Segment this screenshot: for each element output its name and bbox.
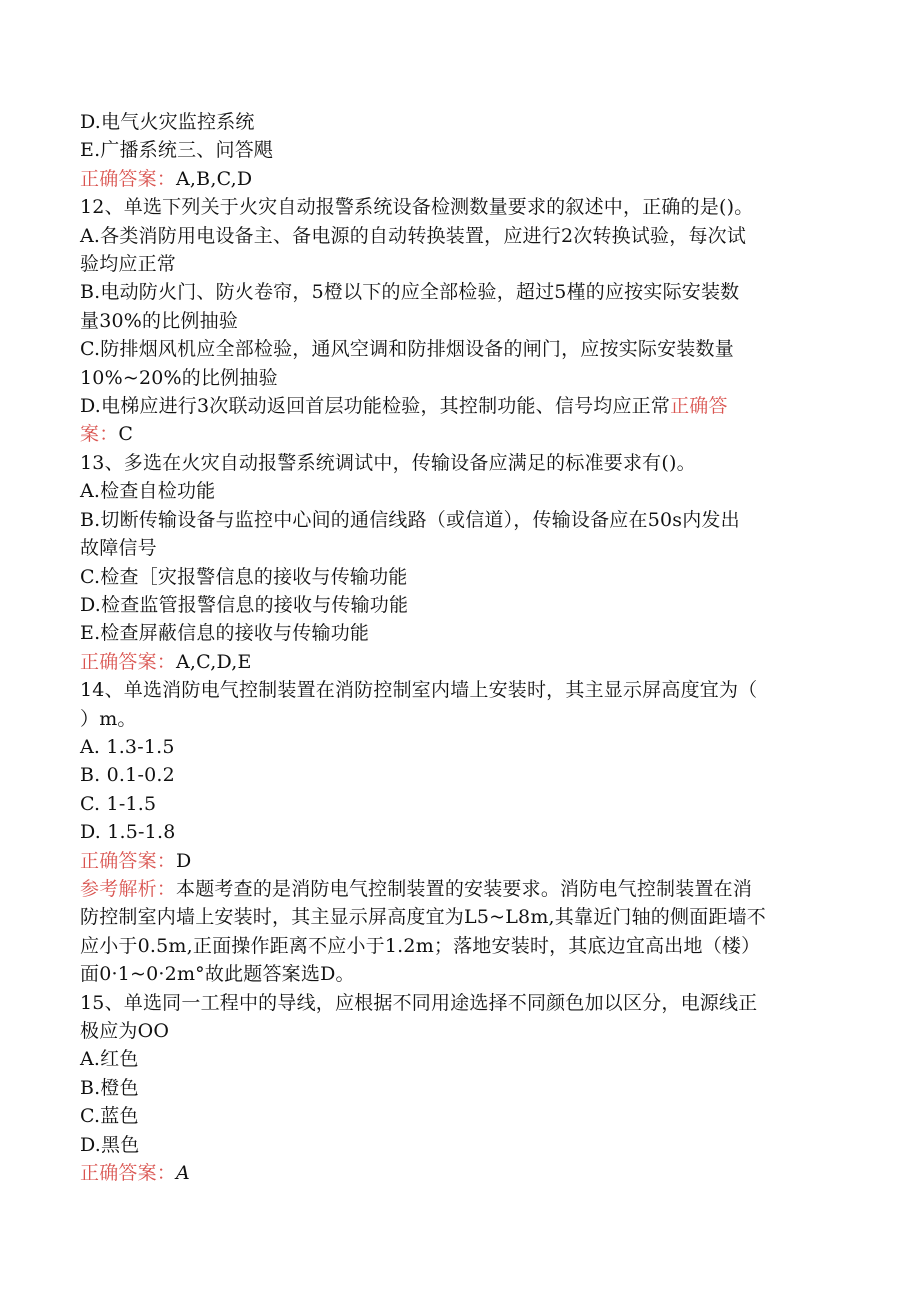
q12-option-b-line2: 量30%的比例抽验	[80, 309, 239, 332]
q15-answer-value: A	[176, 1162, 190, 1185]
q14-analysis-line4: 面0·1~0·2m°故此题答案选D。	[80, 963, 355, 986]
q15-option-d: D.黑色	[80, 1133, 140, 1156]
q15-answer-label: 正确答案：	[80, 1162, 177, 1185]
q14-answer-label: 正确答案：	[80, 849, 177, 872]
q14-stem-line1: 14、单选消防电气控制装置在消防控制室内墙上安装时，其主显示屏高度宜为（	[80, 679, 758, 702]
q12-option-d-text: D.电梯应进行3次联动返回首层功能检验，其控制功能、信号均应正常	[80, 395, 671, 418]
q12-option-c-line2: 10%~20%的比例抽验	[80, 366, 278, 389]
q14-analysis-line2: 防控制室内墙上安装时，其主显示屏高度宜为L5~L8m,其靠近门轴的侧面距墙不	[80, 906, 766, 929]
q12-answer-label-part2: 案：	[80, 423, 119, 446]
q13-answer-label: 正确答案：	[80, 650, 177, 673]
q14-option-a: A. 1.3-1.5	[80, 735, 175, 758]
q13-stem: 13、多选在火灾自动报警系统调试中，传输设备应满足的标准要求有()。	[80, 451, 696, 474]
q12-stem: 12、单选下列关于火灾自动报警系统设备检测数量要求的叙述中，正确的是()。	[80, 196, 754, 219]
q11-answer-label: 正确答案：	[80, 167, 177, 190]
q15-stem-line1: 15、单选同一工程中的导线，应根据不同用途选择不同颜色加以区分，电源线正	[80, 991, 758, 1014]
q14-analysis-line1	[80, 875, 842, 903]
q14-option-b: B. 0.1-0.2	[80, 764, 175, 787]
document-page	[80, 108, 842, 1187]
q15-answer	[80, 1159, 842, 1187]
q14-analysis-label: 参考解析：	[80, 877, 177, 900]
q14-analysis-line3: 应小于0.5m,正面操作距离不应小于1.2m；落地安装时，其底边宜高出地（楼）	[80, 934, 761, 957]
q12-answer	[80, 420, 842, 448]
q12-option-d	[80, 392, 842, 420]
q13-option-b-line1: B.切断传输设备与监控中心间的通信线路（或信道），传输设备应在50s内发出	[80, 508, 740, 531]
q11-option-d: D.电气火灾监控系统	[80, 111, 255, 133]
q13-answer	[80, 648, 842, 676]
q12-option-b-line1: B.电动防火门、防火卷帘，5橙以下的应全部检验，超过5槿的应按实际安装数	[80, 281, 740, 304]
q13-option-c: C.检查［灾报警信息的接收与传输功能	[80, 565, 408, 588]
q12-answer-label-part1: 正确答	[670, 395, 728, 418]
q11-answer	[80, 165, 842, 193]
q13-option-d: D.检查监管报警信息的接收与传输功能	[80, 593, 409, 616]
q12-answer-value: C	[118, 423, 134, 446]
q15-stem-line2: 极应为OO	[80, 1020, 170, 1042]
q12-option-a-line2: 验均应正常	[80, 253, 177, 276]
q14-answer	[80, 847, 842, 875]
q11-option-e: E.广播系统三、问答飓	[80, 139, 274, 162]
q13-option-e: E.检查屏蔽信息的接收与传输功能	[80, 622, 370, 645]
q14-answer-value: D	[176, 849, 192, 872]
q12-option-a-line1: A.各类消防用电设备主、备电源的自动转换装置，应进行2次转换试验，每次试	[80, 224, 747, 247]
q14-option-c: C. 1-1.5	[80, 792, 157, 815]
q15-option-c: C.蓝色	[80, 1105, 139, 1128]
q15-option-a: A.红色	[80, 1048, 139, 1071]
q13-option-b-line2: 故障信号	[80, 537, 157, 560]
q13-option-a: A.检查自检功能	[80, 480, 216, 503]
q14-analysis-text1: 本题考查的是消防电气控制装置的安装要求。消防电气控制装置在消	[176, 877, 753, 900]
q14-stem-line2: ）m。	[80, 707, 137, 730]
q12-option-c-line1: C.防排烟风机应全部检验，通风空调和防排烟设备的闸门，应按实际安装数量	[80, 338, 734, 361]
q11-answer-value: A,B,C,D	[176, 167, 253, 190]
q15-option-b: B.橙色	[80, 1076, 139, 1099]
q13-answer-value: A,C,D,E	[176, 650, 252, 673]
q14-option-d: D. 1.5-1.8	[80, 821, 176, 844]
